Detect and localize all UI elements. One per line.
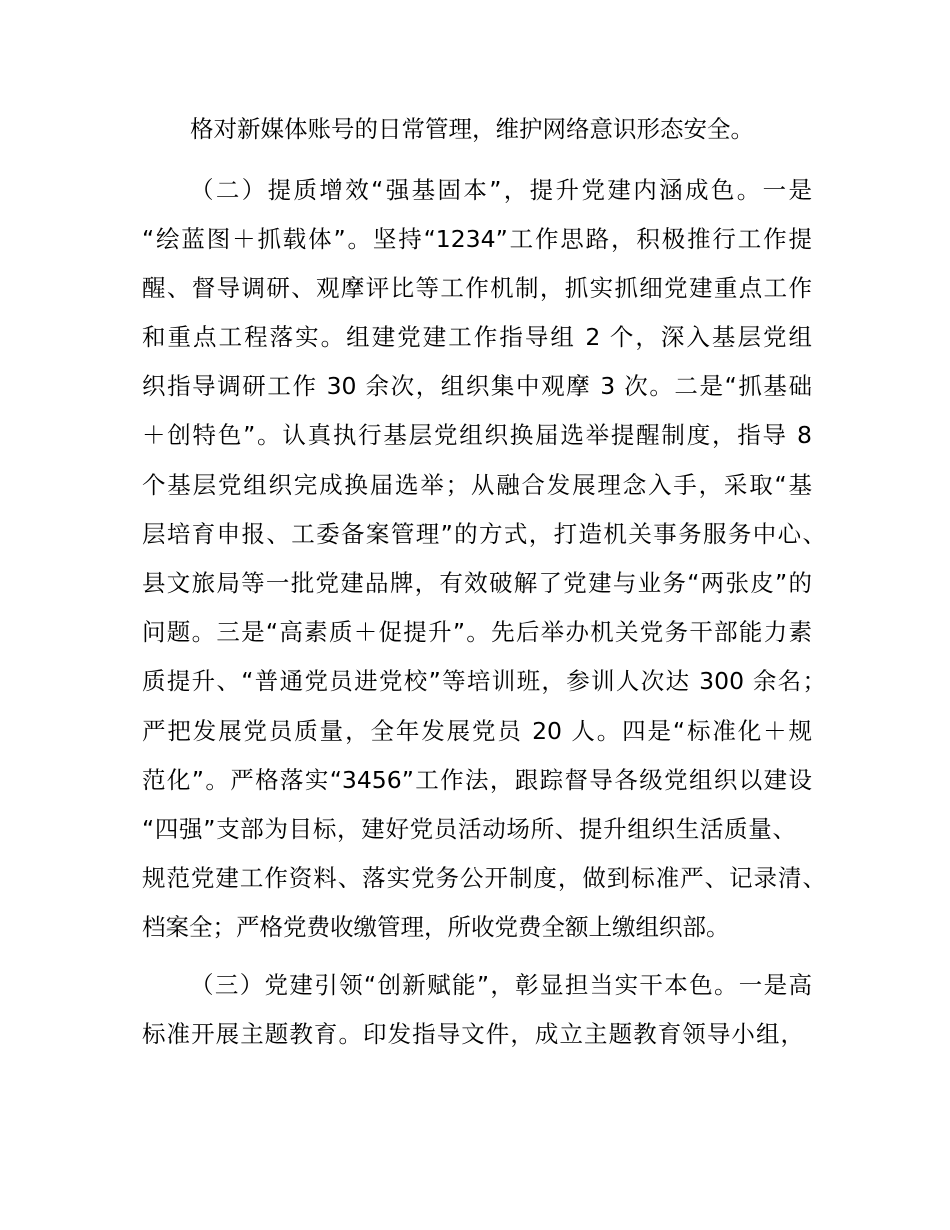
text-line: 质提升、“普通党员进党校”等培训班，参训人次达 300 余名； [142,667,826,695]
section-heading-line: （三）党建引领“创新赋能”，彰显担当实干本色。一是高 [190,971,812,999]
text-line: 范化”。严格落实“3456”工作法，跟踪督导各级党组织以建设 [142,766,812,794]
text-line: “绘蓝图＋抓载体”。坚持“1234”工作思路，积极推行工作提 [142,225,812,253]
text-line: 和重点工程落实。组建党建工作指导组 2 个，深入基层党组 [142,323,812,351]
text-line: 县文旅局等一批党建品牌，有效破解了党建与业务“两张皮”的 [142,569,812,597]
text-line: ＋创特色”。认真执行基层党组织换届选举提醒制度，指导 8 [142,421,812,449]
text-line: 标准开展主题教育。印发指导文件，成立主题教育领导小组， [142,1020,804,1048]
text-line: 规范党建工作资料、落实党务公开制度，做到标准严、记录清、 [142,864,826,892]
text-line: 层培育申报、工委备案管理”的方式，打造机关事务服务中心、 [142,520,826,548]
text-line: 织指导调研工作 30 余次，组织集中观摩 3 次。二是“抓基础 [142,372,812,400]
text-line: 档案全；严格党费收缴管理，所收党费全额上缴组织部。 [142,913,730,941]
section-heading-line: （二）提质增效“强基固本”，提升党建内涵成色。一是 [190,176,812,204]
text-line: 严把发展党员质量，全年发展党员 20 人。四是“标准化＋规 [142,717,812,745]
text-line: “四强”支部为目标，建好党员活动场所、提升组织生活质量、 [142,815,796,843]
text-line: 醒、督导调研、观摩评比等工作机制，抓实抓细党建重点工作 [142,274,812,302]
text-line: 问题。三是“高素质＋促提升”。先后举办机关党务干部能力素 [142,618,812,646]
text-line: 个基层党组织完成换届选举；从融合发展理念入手，采取“基 [142,471,812,499]
text-line: 格对新媒体账号的日常管理，维护网络意识形态安全。 [190,115,754,143]
